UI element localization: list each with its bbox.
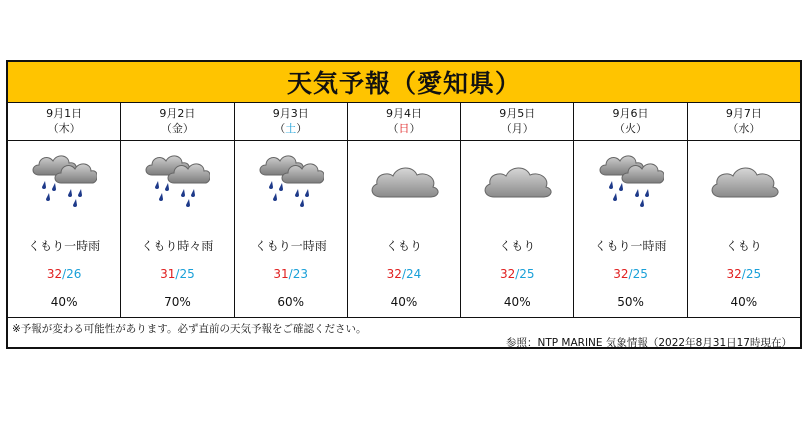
- weather-text: くもり: [385, 239, 422, 253]
- low-temp: 26: [66, 267, 82, 281]
- high-temp: 32: [726, 267, 742, 281]
- weather-text: くもり一時雨: [254, 239, 327, 253]
- day-column: [235, 103, 348, 317]
- cloud-icon: [688, 161, 800, 221]
- date-label: 9月5日: [499, 107, 536, 120]
- weekday-label: （月）: [500, 122, 534, 135]
- date-cell: [688, 103, 800, 141]
- weekday-char: 土: [285, 122, 297, 135]
- low-temp: 25: [179, 267, 195, 281]
- date-cell: [8, 103, 120, 141]
- cloud-rain-icon: [121, 153, 233, 213]
- weekday-char: 月: [511, 122, 523, 135]
- temperature: 32/24: [386, 267, 422, 281]
- precip-chance: 40%: [730, 295, 758, 309]
- temperature: 32/25: [726, 267, 762, 281]
- weekday-label: （日）: [387, 122, 421, 135]
- weekday-char: 火: [625, 122, 637, 135]
- temperature: 32/26: [46, 267, 82, 281]
- high-temp: 31: [160, 267, 176, 281]
- date-label: 9月4日: [385, 107, 422, 120]
- high-temp: 32: [613, 267, 629, 281]
- low-temp: 25: [745, 267, 762, 281]
- low-temp: 25: [519, 267, 535, 281]
- date-cell: [574, 103, 686, 141]
- forecast-days: [8, 103, 800, 317]
- weekday-label: （火）: [614, 122, 648, 135]
- day-column: [688, 103, 800, 317]
- disclaimer-note: ※予報が変わる可能性があります。必ず直前の天気予報をご確認ください。: [12, 323, 367, 335]
- weekday-char: 日: [398, 122, 410, 135]
- weather-text: くもり: [725, 239, 762, 253]
- weather-text: くもり一時雨: [594, 239, 667, 253]
- high-temp: 32: [46, 267, 63, 281]
- low-temp: 25: [632, 267, 648, 281]
- precip-chance: 40%: [50, 295, 78, 309]
- date-cell: [461, 103, 573, 141]
- date-label: 9月6日: [612, 107, 649, 120]
- date-label: 9月1日: [46, 107, 83, 120]
- source-credit: 参照：NTP MARINE 気象情報（2022年8月31日17時現在）: [505, 337, 792, 349]
- low-temp: 23: [292, 267, 308, 281]
- precip-chance: 70%: [164, 295, 191, 309]
- weekday-label: （土）: [274, 122, 308, 135]
- cloud-rain-icon: [574, 153, 686, 213]
- date-label: 9月2日: [159, 107, 196, 120]
- date-cell: [235, 103, 347, 141]
- weekday-char: 木: [58, 122, 70, 135]
- date-cell: [121, 103, 233, 141]
- weekday-label: （木）: [47, 122, 81, 135]
- forecast-title: 天気予報（愛知県）: [8, 62, 800, 103]
- cloud-icon: [461, 161, 573, 221]
- day-column: [121, 103, 234, 317]
- weekday-char: 金: [171, 122, 183, 135]
- footer-notes: [8, 317, 800, 349]
- weekday-label: （金）: [160, 122, 194, 135]
- precip-chance: 40%: [390, 295, 418, 309]
- low-temp: 24: [406, 267, 422, 281]
- weather-text: くもり時々雨: [141, 239, 214, 253]
- precip-chance: 50%: [617, 295, 644, 309]
- weather-text: くもり: [499, 239, 536, 253]
- cloud-rain-icon: [235, 153, 347, 213]
- day-column: [574, 103, 687, 317]
- weather-text: くもり一時雨: [28, 239, 101, 253]
- date-label: 9月3日: [272, 107, 309, 120]
- day-column: [348, 103, 461, 317]
- temperature: 32/25: [613, 267, 648, 281]
- forecast-panel: [6, 60, 802, 349]
- date-label: 9月7日: [725, 107, 762, 120]
- day-column: [8, 103, 121, 317]
- temperature: 31/23: [273, 267, 308, 281]
- temperature: 32/25: [499, 267, 535, 281]
- weekday-label: （水）: [727, 122, 761, 135]
- high-temp: 31: [273, 267, 289, 281]
- temperature: 31/25: [160, 267, 195, 281]
- date-cell: [348, 103, 460, 141]
- cloud-icon: [348, 161, 460, 221]
- weekday-char: 水: [738, 122, 750, 135]
- precip-chance: 60%: [277, 295, 305, 309]
- day-column: [461, 103, 574, 317]
- high-temp: 32: [499, 267, 516, 281]
- precip-chance: 40%: [503, 295, 531, 309]
- high-temp: 32: [386, 267, 402, 281]
- cloud-rain-icon: [8, 153, 120, 213]
